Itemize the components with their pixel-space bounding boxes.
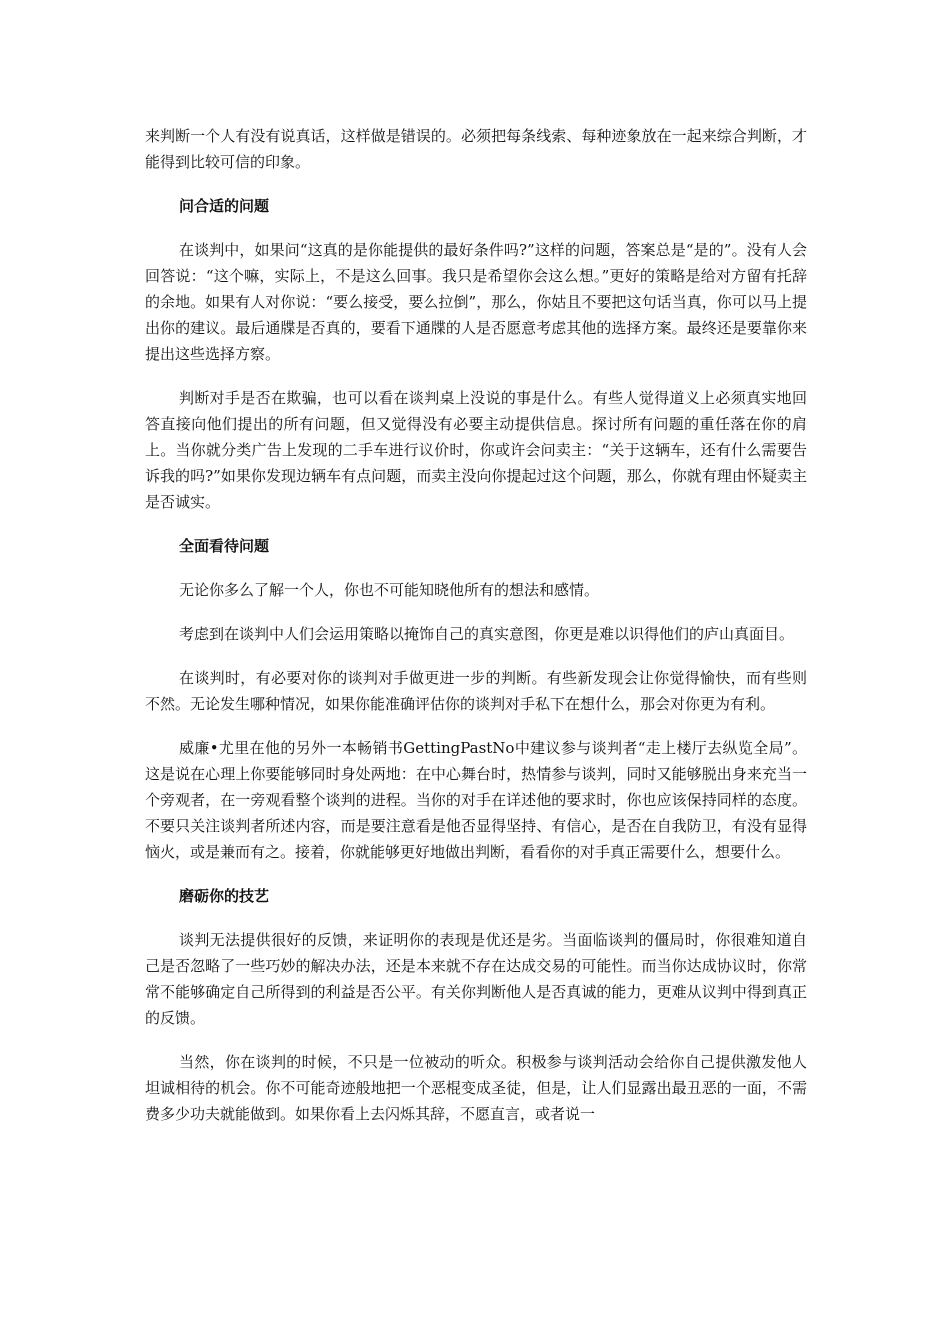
document-body	[145, 123, 807, 1145]
section-heading: 全面看待问题	[179, 537, 270, 555]
paragraph: 在谈判时，有必要对你的谈判对手做更进一步的判断。有些新发现会让你觉得愉快，而有些则不然。无论发生哪种情况，如果你能准确评估你的谈判对手私下在想什么，那会对你更为有利。	[145, 669, 807, 713]
paragraph: 判断对手是否在欺骗，也可以看在谈判桌上没说的事是什么。有些人觉得道义上必须真实地回答直接向他们提出的所有问题，但又觉得没有必要主动提供信息。探讨所有问题的重任落在你的肩上。当你就分类广告上发现的二手车进行议价时，你或许会问卖主：“关于这辆车，还有什么需要告诉我的吗?”如果你发现边辆车有点问题，而卖主没向你提起过这个问题，那么，你就有理由怀疑卖主是否诚实。	[145, 389, 807, 511]
paragraph: 当然，你在谈判的时候，不只是一位被动的听众。积极参与谈判活动会给你自己提供激发他人坦诚相待的机会。你不可能奇迹般地把一个恶棍变成圣徒，但是，让人们显露出最丑恶的一面，不需费多少功夫就能做到。如果你看上去闪烁其辞，不愿直言，或者说一	[145, 1053, 807, 1123]
section-heading: 问合适的问题	[179, 197, 270, 215]
paragraph: 来判断一个人有没有说真话，这样做是错误的。必须把每条线索、每种迹象放在一起来综合判断，才能得到比较可信的印象。	[145, 127, 807, 171]
paragraph: 考虑到在谈判中人们会运用策略以掩饰自己的真实意图，你更是难以识得他们的庐山真面目。	[179, 625, 795, 643]
paragraph: 谈判无法提供很好的反馈，来证明你的表现是优还是劣。当面临谈判的僵局时，你很难知道自己是否忽略了一些巧妙的解决办法，还是本来就不存在达成交易的可能性。而当你达成协议时，你常常不能够确定自己所得到的利益是否公平。有关你判断他人是否真诚的能力，更难从议判中得到真正的反馈。	[145, 931, 807, 1027]
section-heading: 磨砺你的技艺	[179, 887, 270, 905]
paragraph: 在谈判中，如果问“这真的是你能提供的最好条件吗?”这样的问题，答案总是“是的”。没有人会回答说：“这个嘛，实际上，不是这么回事。我只是希望你会这么想。”更好的策略是给对方留有托辞的余地。如果有人对你说：“要么接受，要么拉倒”，那么，你姑且不要把这句话当真，你可以马上提出你的建议。最后通牒是否真的，要看下通牒的人是否愿意考虑其他的选择方案。最终还是要靠你来提出这些选择方察。	[145, 241, 807, 363]
paragraph: 威廉•尤里在他的另外一本畅销书GettingPastNo中建议参与谈判者“走上楼厅去纵览全局”。这是说在心理上你要能够同时身处两地：在中心舞台时，热情参与谈判，同时又能够脱出身来充当一个旁观者，在一旁观看整个谈判的进程。当你的对手在详述他的要求时，你也应该保持同样的态度。不要只关注谈判者所述内容，而是要注意看是他否显得坚持、有信心，是否在自我防卫，有没有显得恼火，或是兼而有之。接着，你就能够更好地做出判断，看看你的对手真正需要什么，想要什么。	[145, 739, 807, 861]
paragraph: 无论你多么了解一个人，你也不可能知晓他所有的想法和感情。	[179, 581, 600, 599]
